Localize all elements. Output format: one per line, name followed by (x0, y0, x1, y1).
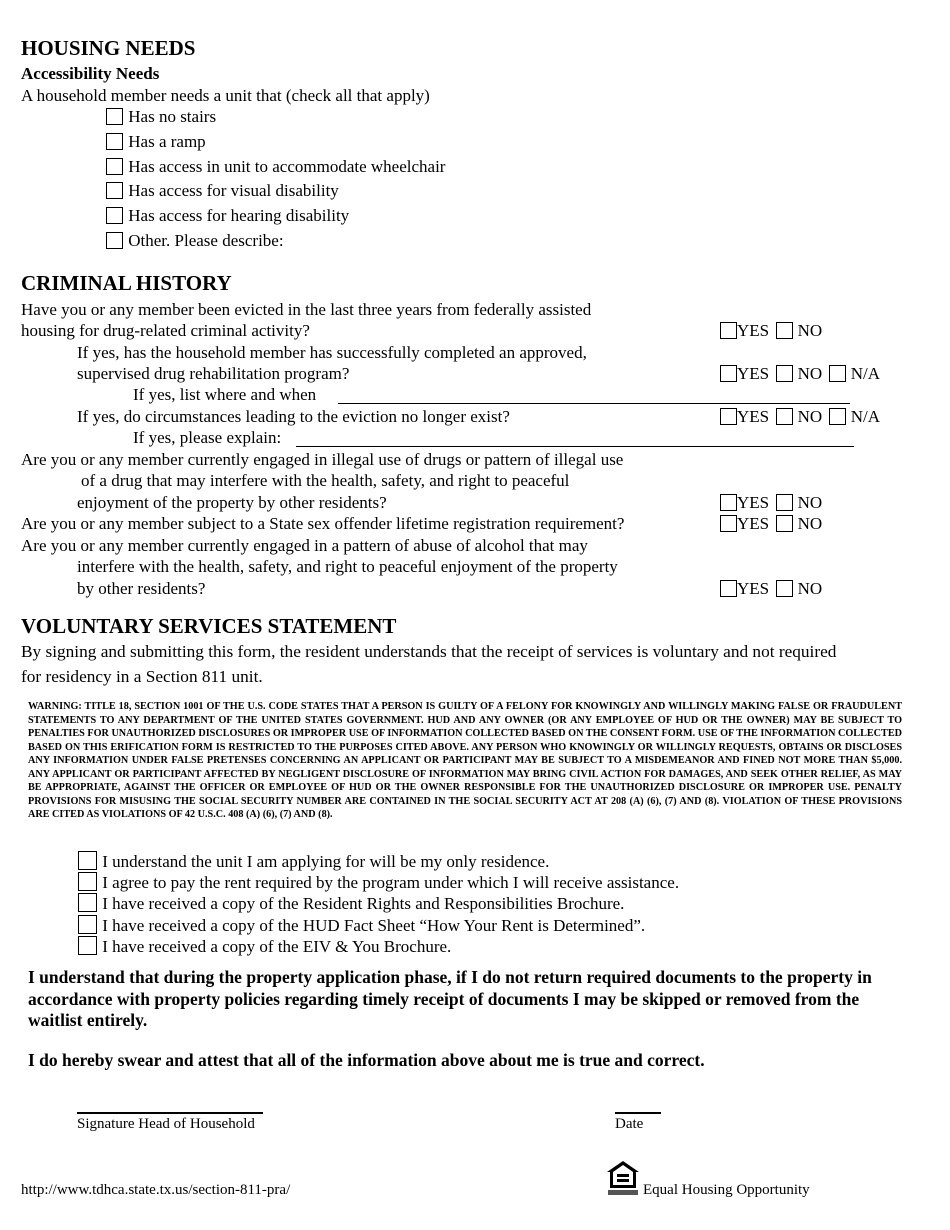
yes-no-na-group (720, 364, 880, 384)
yes-no-group (720, 579, 822, 599)
checkbox-rights-brochure[interactable] (78, 893, 97, 912)
acknowledgement-item (78, 915, 645, 936)
yes-label: YES (737, 493, 770, 512)
checkbox-q1-yes[interactable] (720, 322, 737, 339)
checkbox-only-residence[interactable] (78, 851, 97, 870)
checkbox-hearing[interactable] (106, 207, 123, 224)
yes-no-na-group (720, 407, 880, 427)
list-where-when-field[interactable] (338, 403, 850, 404)
question-text: of a drug that may interfere with the health, safety, and right to peaceful (81, 471, 570, 490)
voluntary-statement: for residency in a Section 811 unit. (21, 667, 263, 686)
acknowledgement-label: I have received a copy of the EIV & You Brochure. (102, 937, 452, 956)
yes-label: YES (737, 407, 770, 426)
checkbox-hud-fact-sheet[interactable] (78, 915, 97, 934)
na-label: N/A (850, 407, 880, 426)
checkbox-q4-yes[interactable] (720, 494, 737, 511)
please-explain-field[interactable] (296, 446, 854, 447)
accessibility-option (106, 231, 284, 251)
yes-label: YES (737, 579, 770, 598)
question-text: If yes, do circumstances leading to the eviction no longer exist? (77, 407, 510, 426)
federal-warning: WARNING: TITLE 18, SECTION 1001 OF THE U.S. CODE STATES THAT A PERSON IS GUILTY OF A FELONY FOR KNOWINGLY AND WILLINGLY MAKING FALSE OR FRAUDULENT STATEMENTS TO ANY DEPARTMENT OF THE UNITED STATES GOVERNMENT. HUD AND ANY OWNER (OR ANY EMPLOYEE OF HUD OR THE OWNER) MAY BE SUBJECT TO PENALTIES FOR UNAUTHORIZED DISCLOSURES OR IMPROPER USE OF INFORMATION COLLECTED BASED ON THE CONSENT FORM. USE OF THE INFORMATION COLLECTED BASED ON THIS ERIFICATION FORM IS RESTRICTED TO THE PURPOSES CITED ABOVE. ANY PERSON WHO KNOWINGLY OR WILLINGLY REQUESTS, OBTAINS OR DISCLOSES ANY INFORMATION UNDER FALSE PRETENSES CONCERNING AN APPLICANT OR PARTICIPANT MAY BE SUBJECT TO A MISDEMEANOR AND FINED NOT MORE THAN $5,000. ANY APPLICANT OR PARTICIPANT AFFECTED BY NEGLIGENT DISCLOSURE OF INFORMATION MAY BRING CIVIL ACTION FOR DAMAGES, AND SEEK OTHER RELIEF, AS MAY BE APPROPRIATE, AGAINST THE OFFICER OR EMPLOYEE OF HUD OR THE OWNER RESPONSIBLE FOR THE UNAUTHORIZED DISCLOSURE OR IMPROPER USE. PENALTY PROVISIONS FOR MISUSING THE SOCIAL SECURITY NUMBER ARE CONTAINED IN THE SOCIAL SECURITY ACT AT 208 (A) (6), (7) AND (8). VIOLATION OF THESE PROVISIONS ARE CITED AS VIOLATIONS OF 42 U.S.C. 408 (A) (6), (7) AND (8). (28, 701, 902, 820)
na-label: N/A (850, 364, 880, 383)
question-text: Have you or any member been evicted in the last three years from federally assisted (21, 300, 592, 319)
date-field[interactable] (615, 1112, 661, 1114)
acknowledgement-item (78, 872, 679, 893)
yes-no-group (720, 321, 822, 341)
checkbox-q6-no[interactable] (776, 580, 793, 597)
acknowledgement-label: I agree to pay the rent required by the program under which I will receive assistance. (102, 873, 680, 892)
accessibility-intro: A household member needs a unit that (check all that apply) (21, 86, 430, 105)
question-text: enjoyment of the property by other residents? (77, 493, 387, 512)
signature-label: Signature Head of Household (77, 1116, 255, 1132)
accessibility-option (106, 181, 339, 201)
checkbox-ramp[interactable] (106, 133, 123, 150)
no-label: NO (797, 321, 823, 340)
checkbox-q3-no[interactable] (776, 408, 793, 425)
acknowledgement-item (78, 936, 451, 957)
accessibility-option (106, 206, 349, 226)
no-label: NO (797, 514, 823, 533)
checkbox-wheelchair[interactable] (106, 158, 123, 175)
option-label: Other. Please describe: (128, 231, 284, 250)
question-text: interfere with the health, safety, and right to peaceful enjoyment of the property (77, 557, 618, 576)
no-label: NO (797, 407, 823, 426)
option-label: Has access in unit to accommodate wheelchair (128, 157, 446, 176)
accessibility-option (106, 107, 216, 127)
no-label: NO (797, 579, 823, 598)
acknowledgement-label: I have received a copy of the HUD Fact Sheet “How Your Rent is Determined”. (102, 916, 646, 935)
checkbox-q1-no[interactable] (776, 322, 793, 339)
checkbox-q5-yes[interactable] (720, 515, 737, 532)
yes-label: YES (737, 514, 770, 533)
yes-label: YES (737, 364, 770, 383)
checkbox-visual[interactable] (106, 182, 123, 199)
yes-no-group (720, 493, 822, 513)
checkbox-pay-rent[interactable] (78, 872, 97, 891)
no-label: NO (797, 493, 823, 512)
yes-label: YES (737, 321, 770, 340)
checkbox-q4-no[interactable] (776, 494, 793, 511)
checkbox-q6-yes[interactable] (720, 580, 737, 597)
checkbox-q2-na[interactable] (829, 365, 846, 382)
question-text: Are you or any member currently engaged in a pattern of abuse of alcohol that may (21, 536, 588, 555)
voluntary-services-heading: VOLUNTARY SERVICES STATEMENT (21, 614, 397, 638)
waitlist-notice: I understand that during the property application phase, if I do not return required documents to the property in accordance with property policies regarding timely receipt of documents I may be skipped or removed from the waitlist entirely. (28, 967, 872, 1030)
question-text: If yes, has the household member has successfully completed an approved, (77, 343, 587, 362)
accessibility-option (106, 132, 206, 152)
date-label: Date (615, 1116, 644, 1132)
question-text: Are you or any member subject to a State sex offender lifetime registration requirement? (21, 514, 625, 533)
checkbox-q3-yes[interactable] (720, 408, 737, 425)
accessibility-option (106, 157, 445, 177)
acknowledgement-item (78, 893, 624, 914)
checkbox-no-stairs[interactable] (106, 108, 123, 125)
option-label: Has a ramp (128, 132, 206, 151)
acknowledgement-label: I have received a copy of the Resident Rights and Responsibilities Brochure. (102, 894, 625, 913)
question-text: by other residents? (77, 579, 206, 598)
no-label: NO (797, 364, 823, 383)
signature-field[interactable] (77, 1112, 263, 1114)
criminal-history-heading: CRIMINAL HISTORY (21, 271, 232, 295)
followup-text: If yes, please explain: (133, 428, 282, 447)
option-label: Has access for hearing disability (128, 206, 350, 225)
equal-housing-icon (606, 1160, 640, 1196)
question-text: housing for drug-related criminal activity? (21, 321, 310, 340)
question-text: supervised drug rehabilitation program? (77, 364, 350, 383)
yes-no-group (720, 514, 822, 534)
checkbox-other[interactable] (106, 232, 123, 249)
acknowledgement-item (78, 851, 549, 872)
checkbox-q2-no[interactable] (776, 365, 793, 382)
checkbox-eiv-brochure[interactable] (78, 936, 97, 955)
acknowledgement-label: I understand the unit I am applying for will be my only residence. (102, 852, 550, 871)
option-label: Has no stairs (128, 107, 217, 126)
footer-url[interactable]: http://www.tdhca.state.tx.us/section-811-pra/ (21, 1182, 291, 1198)
checkbox-q5-no[interactable] (776, 515, 793, 532)
attestation: I do hereby swear and attest that all of the information above about me is true and correct. (28, 1050, 705, 1070)
voluntary-statement: By signing and submitting this form, the resident understands that the receipt of services is voluntary and not required (21, 642, 837, 661)
option-label: Has access for visual disability (128, 181, 339, 200)
accessibility-needs-subheading: Accessibility Needs (21, 64, 160, 83)
checkbox-q2-yes[interactable] (720, 365, 737, 382)
housing-needs-heading: HOUSING NEEDS (21, 36, 196, 60)
equal-housing-text: Equal Housing Opportunity (643, 1182, 810, 1198)
question-text: Are you or any member currently engaged in illegal use of drugs or pattern of illegal use (21, 450, 624, 469)
checkbox-q3-na[interactable] (829, 408, 846, 425)
followup-text: If yes, list where and when (133, 385, 317, 404)
